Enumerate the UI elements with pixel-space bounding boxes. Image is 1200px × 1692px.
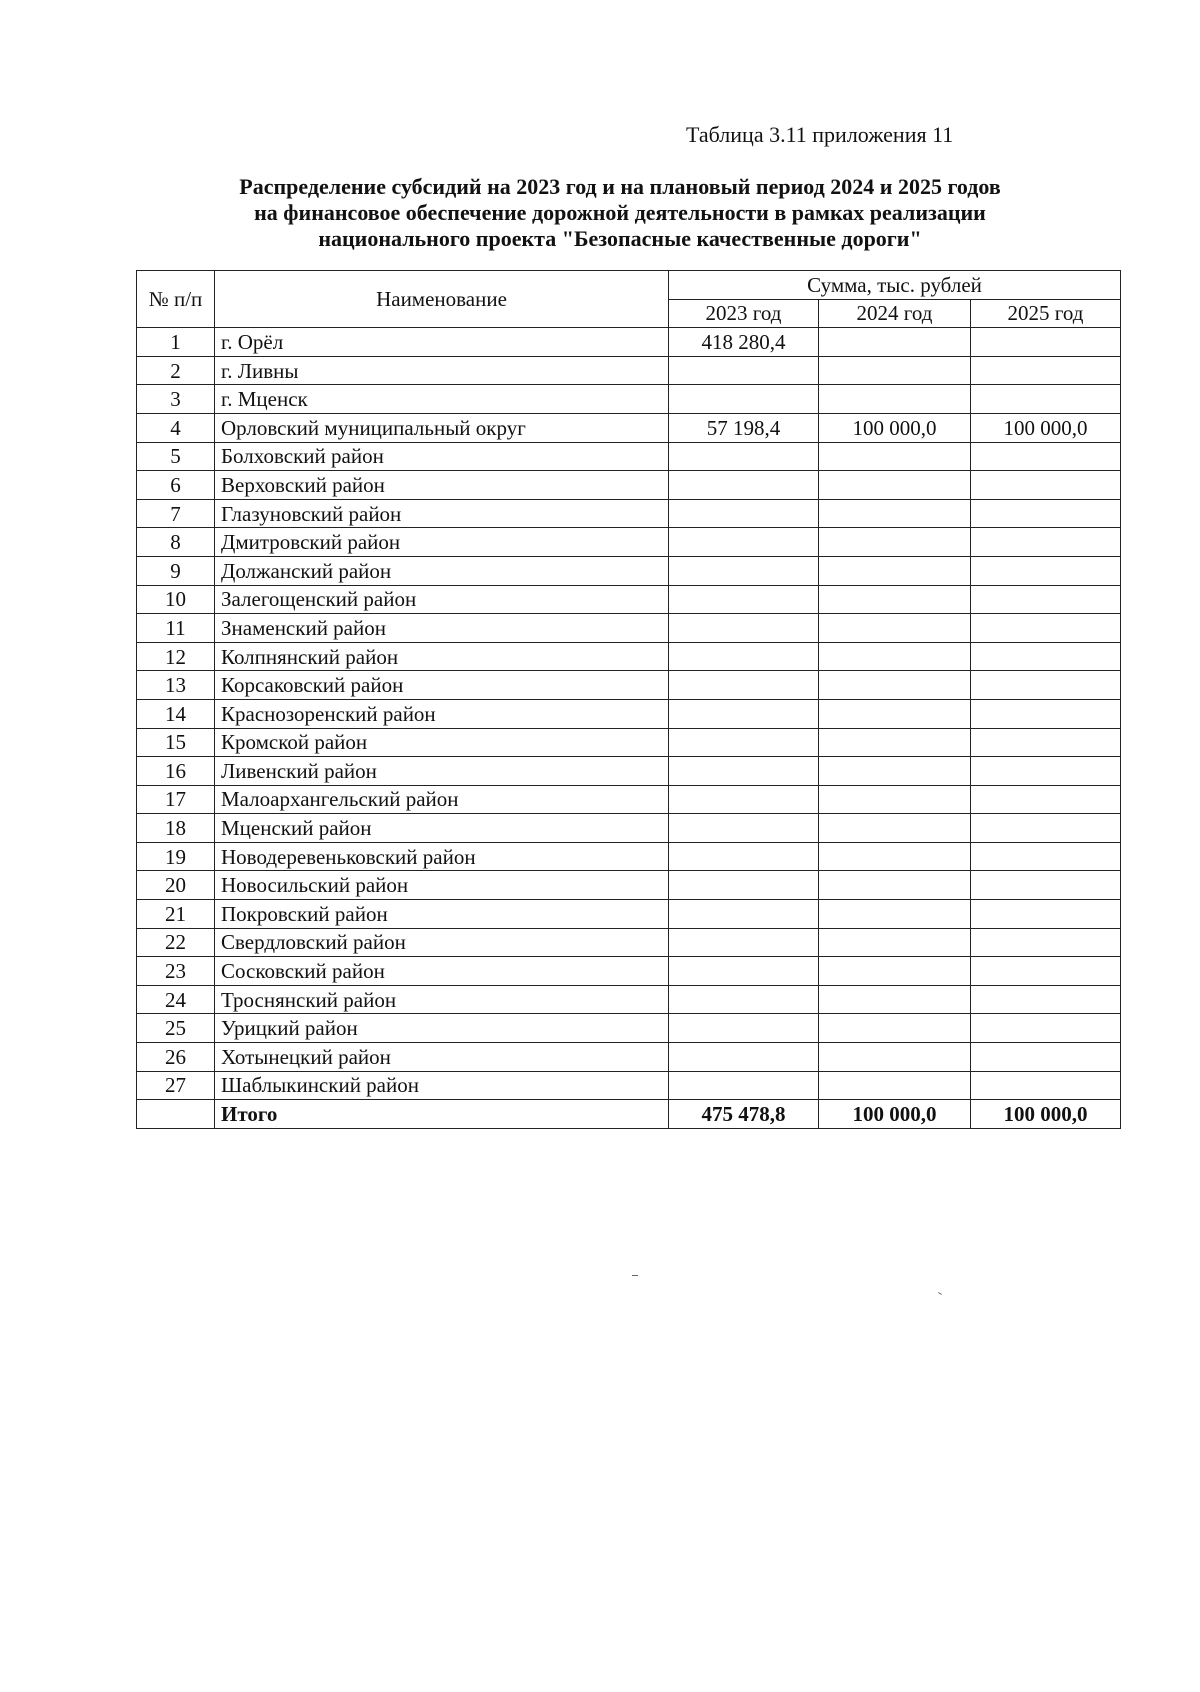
value-2024: [819, 556, 971, 585]
value-2023: [669, 556, 819, 585]
table-row: [137, 413, 1121, 442]
value-2024: [819, 985, 971, 1014]
value-2025: [971, 957, 1121, 986]
value-2025: [971, 900, 1121, 929]
table-row: [137, 499, 1121, 528]
document-title: [140, 174, 1100, 252]
value-2024: [819, 356, 971, 385]
row-number: 1: [137, 328, 215, 357]
value-2025: [971, 471, 1121, 500]
value-2024: [819, 1071, 971, 1100]
table-row: [137, 614, 1121, 643]
table-row: [137, 356, 1121, 385]
row-number: 22: [137, 928, 215, 957]
row-number: 18: [137, 814, 215, 843]
row-name: Троснянский район: [215, 985, 669, 1014]
row-name: Глазуновский район: [215, 499, 669, 528]
row-number: 15: [137, 728, 215, 757]
value-2024: [819, 328, 971, 357]
value-2025: [971, 842, 1121, 871]
value-2025: [971, 814, 1121, 843]
row-name: Ливенский район: [215, 757, 669, 786]
table-row: [137, 957, 1121, 986]
header-year-2023: 2023 год: [669, 299, 819, 328]
table-row: [137, 528, 1121, 557]
value-2024: [819, 814, 971, 843]
value-2024: [819, 385, 971, 414]
row-number: 21: [137, 900, 215, 929]
value-2024: [819, 757, 971, 786]
row-number: 16: [137, 757, 215, 786]
header-sum-group: Сумма, тыс. рублей: [669, 271, 1121, 300]
row-number: 9: [137, 556, 215, 585]
table-row: [137, 642, 1121, 671]
header-row-1: [137, 271, 1121, 300]
value-2024: 100 000,0: [819, 1100, 971, 1129]
value-2023: [669, 757, 819, 786]
row-number: 13: [137, 671, 215, 700]
row-number: 2: [137, 356, 215, 385]
value-2023: [669, 957, 819, 986]
row-number: [137, 1100, 215, 1129]
value-2025: [971, 585, 1121, 614]
row-name: Дмитровский район: [215, 528, 669, 557]
row-number: 20: [137, 871, 215, 900]
value-2025: [971, 757, 1121, 786]
header-year-2025: 2025 год: [971, 299, 1121, 328]
value-2024: [819, 585, 971, 614]
value-2024: [819, 442, 971, 471]
value-2023: [669, 785, 819, 814]
row-name: Верховский район: [215, 471, 669, 500]
value-2023: [669, 499, 819, 528]
row-name: Колпнянский район: [215, 642, 669, 671]
value-2023: [669, 728, 819, 757]
row-name: Орловский муниципальный округ: [215, 413, 669, 442]
value-2023: [669, 928, 819, 957]
value-2023: [669, 528, 819, 557]
value-2025: [971, 985, 1121, 1014]
value-2025: [971, 442, 1121, 471]
table-row: [137, 1071, 1121, 1100]
row-number: 24: [137, 985, 215, 1014]
value-2025: [971, 556, 1121, 585]
header-name: Наименование: [215, 271, 669, 328]
row-name: Залегощенский район: [215, 585, 669, 614]
row-name: Краснозоренский район: [215, 699, 669, 728]
scan-artifact: [938, 1292, 942, 1295]
value-2025: [971, 928, 1121, 957]
subsidy-table: [136, 270, 1121, 1129]
value-2025: [971, 1014, 1121, 1043]
value-2025: [971, 785, 1121, 814]
table-row: [137, 928, 1121, 957]
row-number: 12: [137, 642, 215, 671]
value-2023: [669, 699, 819, 728]
value-2023: [669, 985, 819, 1014]
value-2025: [971, 671, 1121, 700]
value-2025: [971, 871, 1121, 900]
table-row: [137, 585, 1121, 614]
row-name: г. Ливны: [215, 356, 669, 385]
row-number: 25: [137, 1014, 215, 1043]
value-2023: [669, 900, 819, 929]
table-body: [137, 328, 1121, 1129]
row-name: Урицкий район: [215, 1014, 669, 1043]
row-number: 10: [137, 585, 215, 614]
value-2025: [971, 1043, 1121, 1072]
table-row: [137, 1043, 1121, 1072]
value-2024: [819, 957, 971, 986]
value-2023: [669, 871, 819, 900]
value-2025: [971, 1071, 1121, 1100]
value-2023: [669, 642, 819, 671]
row-number: 26: [137, 1043, 215, 1072]
row-name: Новодеревеньковский район: [215, 842, 669, 871]
row-number: 7: [137, 499, 215, 528]
row-number: 17: [137, 785, 215, 814]
header-num: № п/п: [137, 271, 215, 328]
table-row: [137, 757, 1121, 786]
value-2024: [819, 871, 971, 900]
value-2025: [971, 499, 1121, 528]
row-name: г. Орёл: [215, 328, 669, 357]
row-name: Итого: [215, 1100, 669, 1129]
row-name: Малоархангельский район: [215, 785, 669, 814]
title-line-3: национального проекта "Безопасные качественные дороги": [318, 226, 922, 251]
row-name: Болховский район: [215, 442, 669, 471]
value-2025: [971, 328, 1121, 357]
table-row: [137, 471, 1121, 500]
value-2023: [669, 671, 819, 700]
value-2024: [819, 699, 971, 728]
value-2023: [669, 842, 819, 871]
table-row: [137, 900, 1121, 929]
value-2023: [669, 385, 819, 414]
row-name: Корсаковский район: [215, 671, 669, 700]
value-2023: [669, 442, 819, 471]
table-reference: Таблица 3.11 приложения 11: [686, 122, 954, 147]
value-2025: 100 000,0: [971, 1100, 1121, 1129]
value-2024: [819, 671, 971, 700]
row-name: Шаблыкинский район: [215, 1071, 669, 1100]
row-number: 5: [137, 442, 215, 471]
value-2023: [669, 356, 819, 385]
value-2024: [819, 642, 971, 671]
value-2025: 100 000,0: [971, 413, 1121, 442]
table-row: [137, 699, 1121, 728]
value-2023: 57 198,4: [669, 413, 819, 442]
value-2024: [819, 499, 971, 528]
value-2025: [971, 642, 1121, 671]
value-2023: 475 478,8: [669, 1100, 819, 1129]
value-2024: [819, 1043, 971, 1072]
value-2024: [819, 528, 971, 557]
value-2024: [819, 842, 971, 871]
total-row: [137, 1100, 1121, 1129]
table-row: [137, 728, 1121, 757]
table-row: [137, 1014, 1121, 1043]
title-line-1: Распределение субсидий на 2023 год и на плановый период 2024 и 2025 годов: [239, 174, 1001, 199]
value-2023: [669, 614, 819, 643]
row-number: 3: [137, 385, 215, 414]
value-2023: [669, 1071, 819, 1100]
table-row: [137, 871, 1121, 900]
value-2024: [819, 900, 971, 929]
row-number: 14: [137, 699, 215, 728]
row-name: Новосильский район: [215, 871, 669, 900]
table-row: [137, 671, 1121, 700]
value-2024: [819, 1014, 971, 1043]
table-row: [137, 385, 1121, 414]
row-number: 6: [137, 471, 215, 500]
value-2024: [819, 785, 971, 814]
row-number: 19: [137, 842, 215, 871]
value-2024: [819, 471, 971, 500]
value-2023: [669, 1014, 819, 1043]
value-2024: [819, 928, 971, 957]
row-name: Свердловский район: [215, 928, 669, 957]
table-row: [137, 785, 1121, 814]
table-row: [137, 442, 1121, 471]
value-2025: [971, 356, 1121, 385]
row-name: Покровский район: [215, 900, 669, 929]
table-row: [137, 814, 1121, 843]
row-number: 11: [137, 614, 215, 643]
value-2024: [819, 728, 971, 757]
scan-artifact: [632, 1275, 638, 1276]
row-name: Мценский район: [215, 814, 669, 843]
table-row: [137, 985, 1121, 1014]
title-line-2: на финансовое обеспечение дорожной деятельности в рамках реализации: [254, 200, 986, 225]
table-row: [137, 556, 1121, 585]
value-2023: [669, 814, 819, 843]
row-number: 27: [137, 1071, 215, 1100]
value-2025: [971, 614, 1121, 643]
table-row: [137, 842, 1121, 871]
row-name: Кромской район: [215, 728, 669, 757]
table-row: [137, 328, 1121, 357]
row-name: Сосковский район: [215, 957, 669, 986]
row-number: 4: [137, 413, 215, 442]
row-name: Хотынецкий район: [215, 1043, 669, 1072]
value-2023: [669, 585, 819, 614]
row-number: 23: [137, 957, 215, 986]
row-name: г. Мценск: [215, 385, 669, 414]
value-2024: [819, 614, 971, 643]
header-year-2024: 2024 год: [819, 299, 971, 328]
value-2025: [971, 728, 1121, 757]
row-name: Знаменский район: [215, 614, 669, 643]
value-2024: 100 000,0: [819, 413, 971, 442]
value-2023: [669, 471, 819, 500]
value-2023: 418 280,4: [669, 328, 819, 357]
value-2023: [669, 1043, 819, 1072]
value-2025: [971, 528, 1121, 557]
row-number: 8: [137, 528, 215, 557]
value-2025: [971, 385, 1121, 414]
row-name: Должанский район: [215, 556, 669, 585]
value-2025: [971, 699, 1121, 728]
